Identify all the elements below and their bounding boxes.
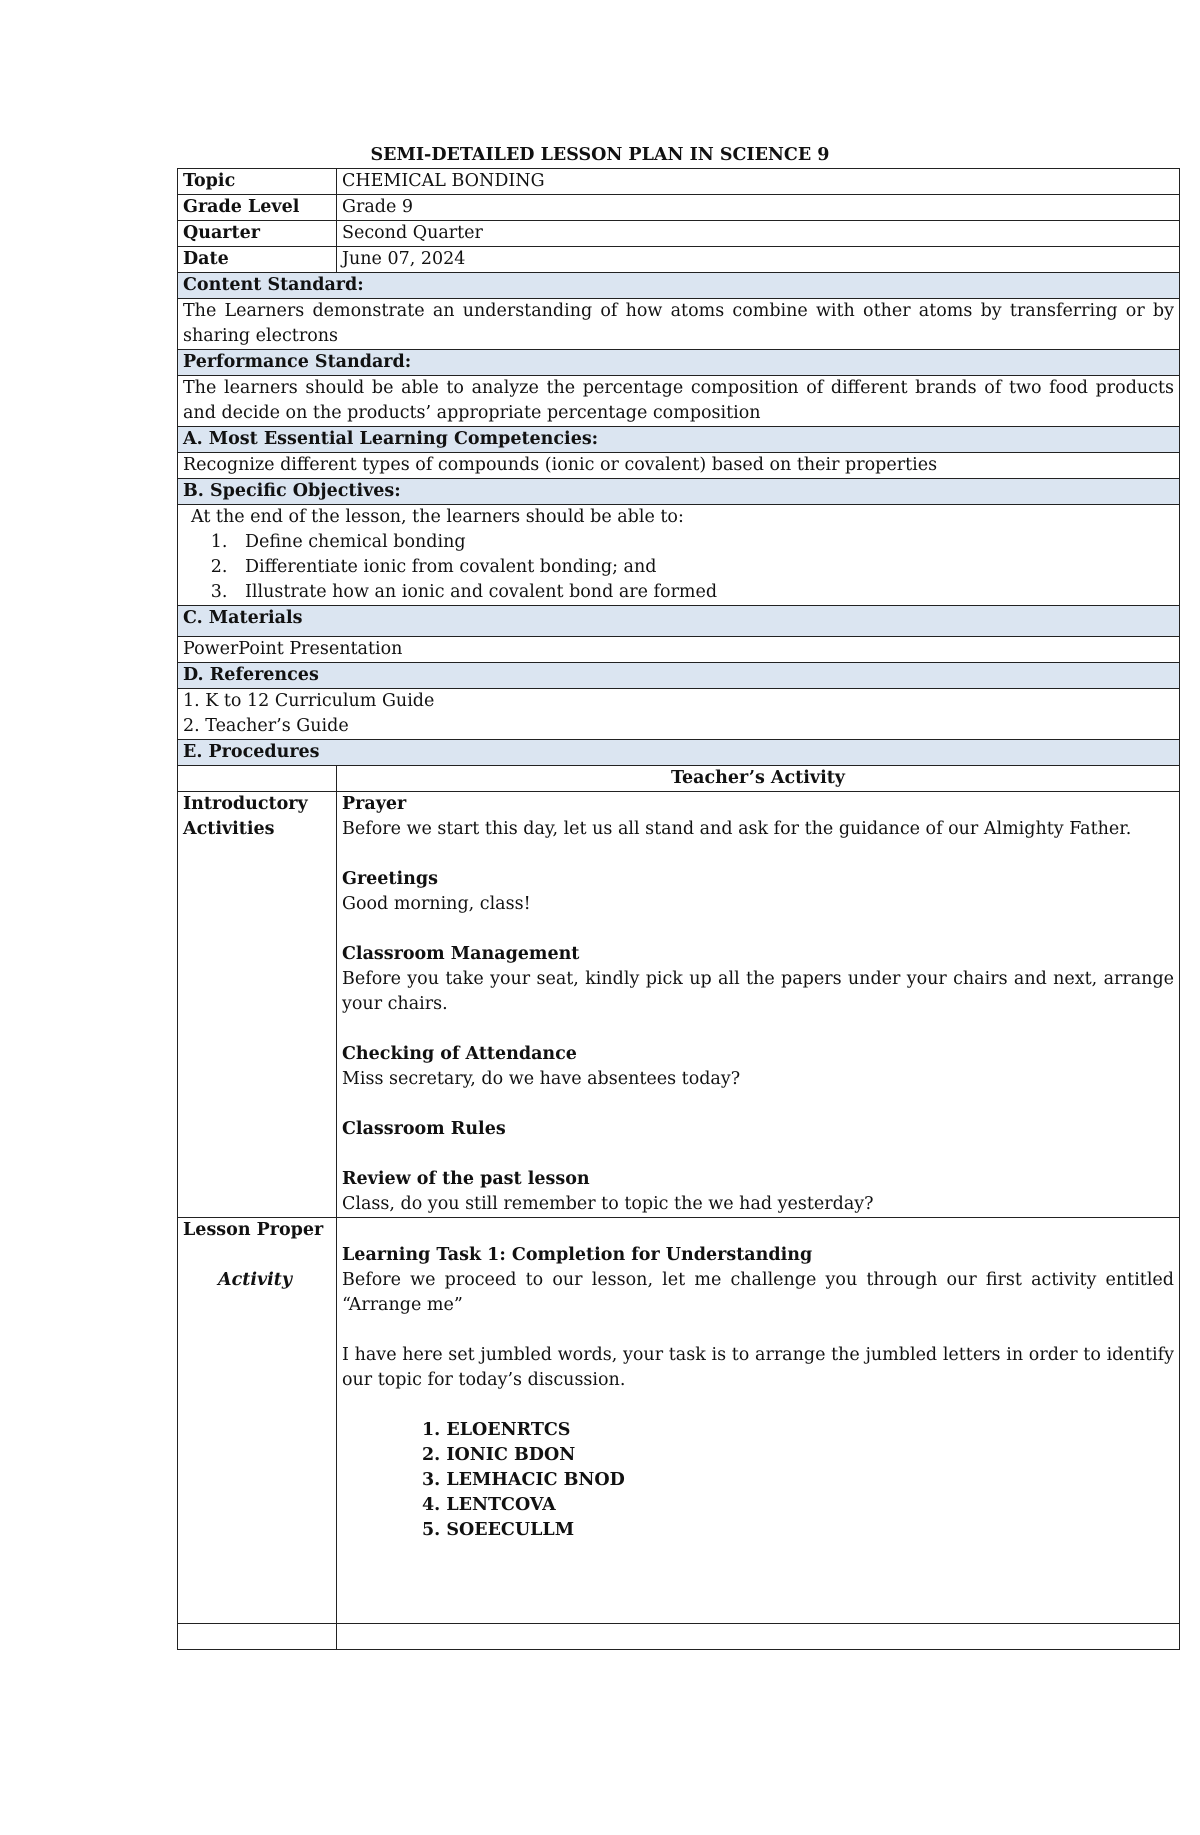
info-value: Second Quarter — [337, 221, 1180, 247]
empty-cell — [178, 1624, 337, 1650]
info-value: Grade 9 — [337, 195, 1180, 221]
jumbled-word: 2. IONIC BDON — [422, 1445, 576, 1465]
empty-cell — [337, 1624, 1180, 1650]
objective-item: 1. Define chemical bonding — [233, 530, 1174, 555]
info-label: Grade Level — [178, 195, 337, 221]
jumbled-words-list — [342, 1418, 1174, 1543]
objectives-list — [183, 530, 1174, 605]
info-label: Quarter — [178, 221, 337, 247]
objectives-cell — [178, 505, 1180, 606]
objectives-heading: B. Specific Objectives: — [178, 479, 1180, 505]
review-text: Class, do you still remember to topic the we had yesterday? — [342, 1194, 874, 1214]
content-standard-text: The Learners demonstrate an understanding of how atoms combine with other atoms by transferring or by sharing electrons — [178, 299, 1180, 350]
performance-standard-text: The learners should be able to analyze the percentage composition of different brands of two food products and decide on the products’ appropriate percentage composition — [178, 376, 1180, 427]
label-line: Activities — [183, 819, 275, 839]
references-cell — [178, 689, 1180, 740]
materials-text: PowerPoint Presentation — [178, 637, 1180, 663]
info-row-grade-level — [178, 195, 1180, 221]
introductory-activities-label — [178, 792, 337, 1218]
info-value: June 07, 2024 — [337, 247, 1180, 273]
info-row-topic — [178, 169, 1180, 195]
objective-item: 2. Differentiate ionic from covalent bonding; and — [233, 555, 1174, 580]
melc-heading: A. Most Essential Learning Competencies: — [178, 427, 1180, 453]
prayer-title: Prayer — [342, 794, 407, 814]
jumbled-word: 4. LENTCOVA — [422, 1495, 556, 1515]
introductory-activities-content — [337, 792, 1180, 1218]
lesson-proper-label-cell — [178, 1218, 337, 1624]
greetings-text: Good morning, class! — [342, 894, 531, 914]
info-label: Date — [178, 247, 337, 273]
management-title: Classroom Management — [342, 944, 580, 964]
prayer-text: Before we start this day, let us all stand and ask for the guidance of our Almighty Father. — [342, 819, 1132, 839]
procedures-header-empty — [178, 766, 337, 792]
jumbled-word: 1. ELOENRTCS — [422, 1420, 571, 1440]
info-row-quarter — [178, 221, 1180, 247]
task-title: Learning Task 1: Completion for Understanding — [342, 1245, 813, 1265]
task-text: Before we proceed to our lesson, let me challenge you through our first activity entitled “Arrange me” — [342, 1270, 1174, 1315]
info-row-date — [178, 247, 1180, 273]
procedures-heading: E. Procedures — [178, 740, 1180, 766]
materials-heading: C. Materials — [178, 606, 1180, 637]
info-value: CHEMICAL BONDING — [337, 169, 1180, 195]
jumbled-word: 3. LEMHACIC BNOD — [422, 1470, 625, 1490]
teachers-activity-header: Teacher’s Activity — [337, 766, 1180, 792]
reference-item: 2. Teacher’s Guide — [183, 716, 349, 736]
greetings-title: Greetings — [342, 869, 438, 889]
objectives-intro: At the end of the lesson, the learners should be able to: — [191, 507, 684, 527]
activity-label: Activity — [218, 1270, 293, 1290]
label-line: Introductory — [183, 794, 308, 814]
lesson-plan-table — [177, 168, 1180, 1650]
lesson-proper-label: Lesson Proper — [183, 1220, 324, 1240]
task-instructions: I have here set jumbled words, your task is to arrange the jumbled letters in order to identify our topic for today’s discussion. — [342, 1345, 1174, 1390]
review-title: Review of the past lesson — [342, 1169, 590, 1189]
reference-item: 1. K to 12 Curriculum Guide — [183, 691, 435, 711]
attendance-title: Checking of Attendance — [342, 1044, 577, 1064]
references-heading: D. References — [178, 663, 1180, 689]
page-title: SEMI-DETAILED LESSON PLAN IN SCIENCE 9 — [370, 145, 830, 165]
rules-title: Classroom Rules — [342, 1119, 506, 1139]
content-standard-heading: Content Standard: — [178, 273, 1180, 299]
info-label: Topic — [178, 169, 337, 195]
lesson-proper-content — [337, 1218, 1180, 1624]
jumbled-word: 5. SOEECULLM — [422, 1520, 575, 1540]
melc-text: Recognize different types of compounds (ionic or covalent) based on their properties — [178, 453, 1180, 479]
objective-item: 3. Illustrate how an ionic and covalent bond are formed — [233, 580, 1174, 605]
attendance-text: Miss secretary, do we have absentees today? — [342, 1069, 741, 1089]
performance-standard-heading: Performance Standard: — [178, 350, 1180, 376]
management-text: Before you take your seat, kindly pick up all the papers under your chairs and next, arrange your chairs. — [342, 969, 1174, 1014]
